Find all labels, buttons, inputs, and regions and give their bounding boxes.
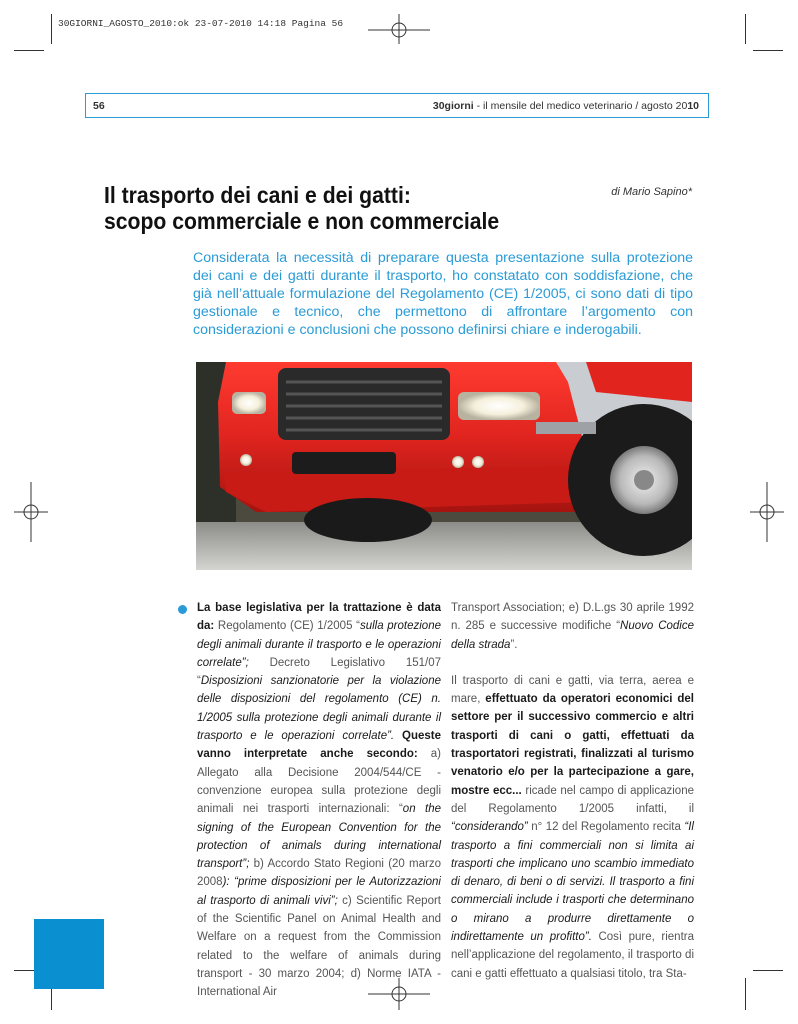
running-header xyxy=(85,93,709,118)
red-truck-front-photo xyxy=(196,362,692,570)
registration-mark-left xyxy=(14,482,48,542)
body-column-2 xyxy=(451,599,694,983)
crop-mark xyxy=(753,970,783,971)
page-number: 56 xyxy=(93,100,105,112)
section-bullet xyxy=(178,605,187,614)
text-run: n° 12 del Regolamento recita xyxy=(527,821,685,834)
text-run: Così pure, rientra nell’applicazione del regolamento, il trasporto di cani e gatti effettuato a qualsiasi titolo, tra Sta- xyxy=(451,931,694,980)
text-italic: on the signing of the European Convention for the protection of animals during international transport”; xyxy=(197,803,441,871)
text-italic: ): “prime disposizioni per le Autorizzazioni al trasporto di animali vivi”; xyxy=(197,876,441,907)
magazine-tagline: - il mensile del medico veterinario / agosto 20 xyxy=(473,100,688,112)
article-title-line-2: scopo commerciale e non commerciale xyxy=(104,208,500,234)
text-italic: sulla protezione degli animali durante il trasporto e le operazioni correlate”; xyxy=(197,620,441,669)
magazine-year-suffix: 10 xyxy=(687,100,699,112)
text-run: Il trasporto di cani e gatti, via terra, aerea e mare, xyxy=(451,674,694,706)
text-italic: Nuovo Codice della strada xyxy=(451,620,694,651)
article-title xyxy=(104,182,546,234)
text-run: Regolamento (CE) 1/2005 “ xyxy=(214,620,360,633)
text-italic: Disposizioni sanzionatorie per la violazione delle disposizioni del regolamento (CE) n. 1/2005 sulla protezione degli animali durante il trasporto e le operazioni correlate”. xyxy=(197,675,441,743)
body-column-1 xyxy=(197,599,441,1002)
blue-corner-box xyxy=(34,919,104,989)
crop-mark xyxy=(14,50,44,51)
paragraph xyxy=(451,599,694,654)
registration-mark-right xyxy=(750,482,784,542)
paragraph xyxy=(451,672,694,983)
registration-mark-top xyxy=(368,14,430,44)
printer-slug: 30GIORNI_AGOSTO_2010:ok 23-07-2010 14:18 Pagina 56 xyxy=(58,18,344,29)
text-run: ricade nel campo di applicazione del Regolamento 1/2005 infatti, il xyxy=(451,784,694,815)
text-run: c) Scientific Report of the Scientific Panel on Animal Health and Welfare on a request from the Commission related to the welfare of animals during transport - 30 marzo 2004; d) Norme IATA - International Air xyxy=(197,894,441,999)
text-run: a) Allegato alla Decisione 2004/544/CE - convenzione europea sulla protezione degli animali nei trasporti internazionali: “ xyxy=(197,748,441,816)
text-italic: “considerando” xyxy=(451,821,528,834)
crop-mark xyxy=(51,14,52,44)
text-bold: La base legislativa per la trattazione è data da: xyxy=(197,602,441,633)
article-author: di Mario Sapino* xyxy=(611,186,692,198)
crop-mark xyxy=(753,50,783,51)
article-lead: Considerata la necessità di preparare questa presentazione sulla protezione dei cani e dei gatti durante il trasporto, ho constatato con soddisfazione, che già nell’attuale formulazione del Regolamento (CE) 1/2005, ci sono dati di tipo gestionale e tecnico, che permettono di affrontare l’argomento con considerazioni e conclusioni che possono definirsi chiare e inderogabili. xyxy=(193,250,693,338)
magazine-name: 30giorni xyxy=(432,100,474,112)
text-run: Decreto Legislativo 151/07 “ xyxy=(197,656,441,688)
text-run: ”. xyxy=(510,638,518,651)
article-title-line-1: Il trasporto dei cani e dei gatti: xyxy=(104,182,411,208)
header-magazine-line xyxy=(433,100,699,112)
crop-mark xyxy=(745,14,746,44)
text-bold: effettuato da operatori economici del settore per il successivo commercio e altri trasporti di cani o gatti, effettuati da trasportatori registrati, finalizzati al turismo venatorio e/o per la partecipazione a gare, mostre ecc... xyxy=(451,693,695,797)
text-italic: “Il trasporto a fini commerciali non si limita ai trasporti che implicano uno scambio immediato di denaro, di beni o di servizi. Il trasporto a fini commerciali include i trasporti che determinano o mirano a produrre direttamente o indirettamente un profitto”. xyxy=(451,821,694,944)
crop-mark xyxy=(745,978,746,1010)
text-run: b) Accordo Stato Regioni (20 marzo 2008 xyxy=(197,858,441,889)
text-run: Transport Association; e) D.L.gs 30 aprile 1992 n. 285 e successive modifiche “ xyxy=(451,602,694,633)
text-bold: Queste vanno interpretate anche secondo: xyxy=(197,730,442,761)
